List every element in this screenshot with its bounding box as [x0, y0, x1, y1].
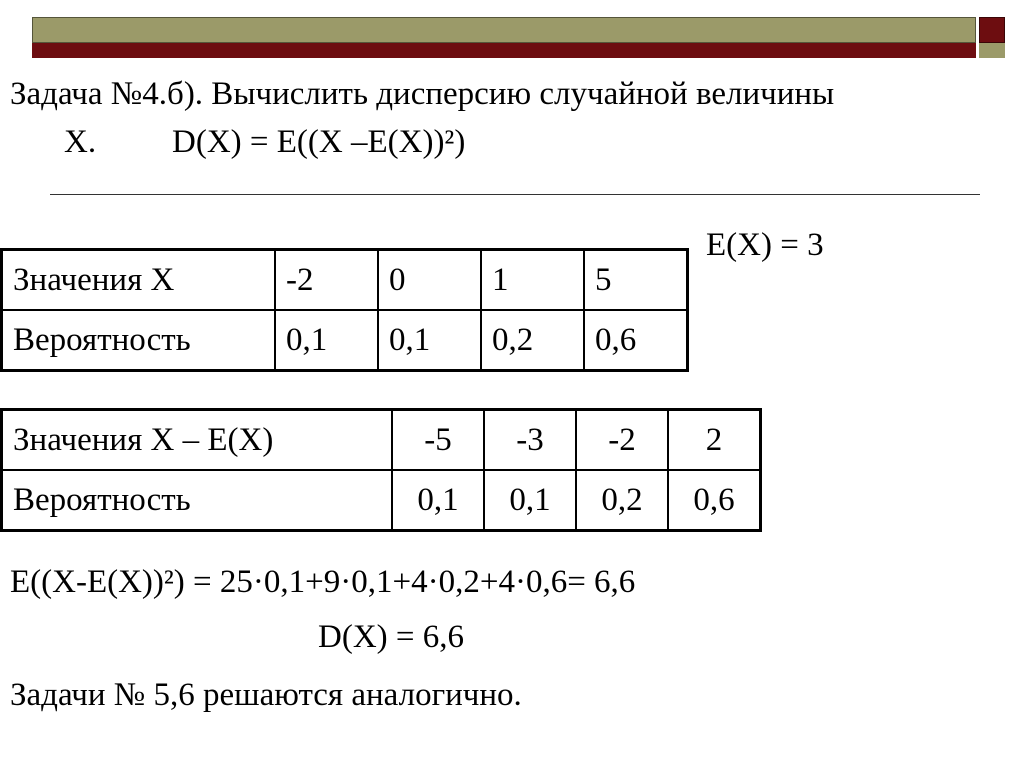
table-cell: 0,1 — [378, 310, 481, 371]
row-header: Вероятность — [2, 310, 276, 371]
table-cell: 0,1 — [392, 470, 484, 531]
table-row — [2, 470, 761, 531]
variance-formula: D(X) = E((X –E(X))²) — [172, 124, 466, 160]
table-cell: 0 — [378, 250, 481, 311]
problem-variable: X. — [64, 124, 97, 160]
header-olive-square — [979, 43, 1005, 58]
table-cell: 5 — [584, 250, 688, 311]
table-cell: 1 — [481, 250, 584, 311]
header-red-square — [979, 17, 1005, 43]
problem-title: Задача №4.б). Вычислить дисперсию случайной величины — [10, 76, 835, 112]
table-cell: 2 — [668, 410, 761, 471]
variance-result: D(X) = 6,6 — [318, 619, 465, 655]
calculation-line: E((X-E(X))²) = 25·0,1+9·0,1+4·0,2+4·0,6= 6,6 — [10, 564, 636, 600]
table-cell: 0,6 — [584, 310, 688, 371]
distribution-table — [0, 248, 689, 372]
divider-line — [50, 194, 980, 195]
table-cell: 0,1 — [484, 470, 576, 531]
row-header: Вероятность — [2, 470, 393, 531]
table-row — [2, 410, 761, 471]
expectation-value: E(X) = 3 — [706, 227, 824, 263]
table-row — [2, 250, 688, 311]
deviation-table — [0, 408, 762, 532]
row-header: Значения X — [2, 250, 276, 311]
table-cell: 0,1 — [275, 310, 378, 371]
table-cell: -2 — [576, 410, 668, 471]
table-row — [2, 310, 688, 371]
header-red-bar — [32, 43, 976, 58]
table-cell: -5 — [392, 410, 484, 471]
footer-note: Задачи № 5,6 решаются аналогично. — [10, 677, 522, 713]
row-header: Значения X – E(X) — [2, 410, 393, 471]
table-cell: -2 — [275, 250, 378, 311]
table-cell: 0,2 — [576, 470, 668, 531]
table-cell: -3 — [484, 410, 576, 471]
table-cell: 0,2 — [481, 310, 584, 371]
table-cell: 0,6 — [668, 470, 761, 531]
header-olive-bar — [32, 17, 976, 43]
